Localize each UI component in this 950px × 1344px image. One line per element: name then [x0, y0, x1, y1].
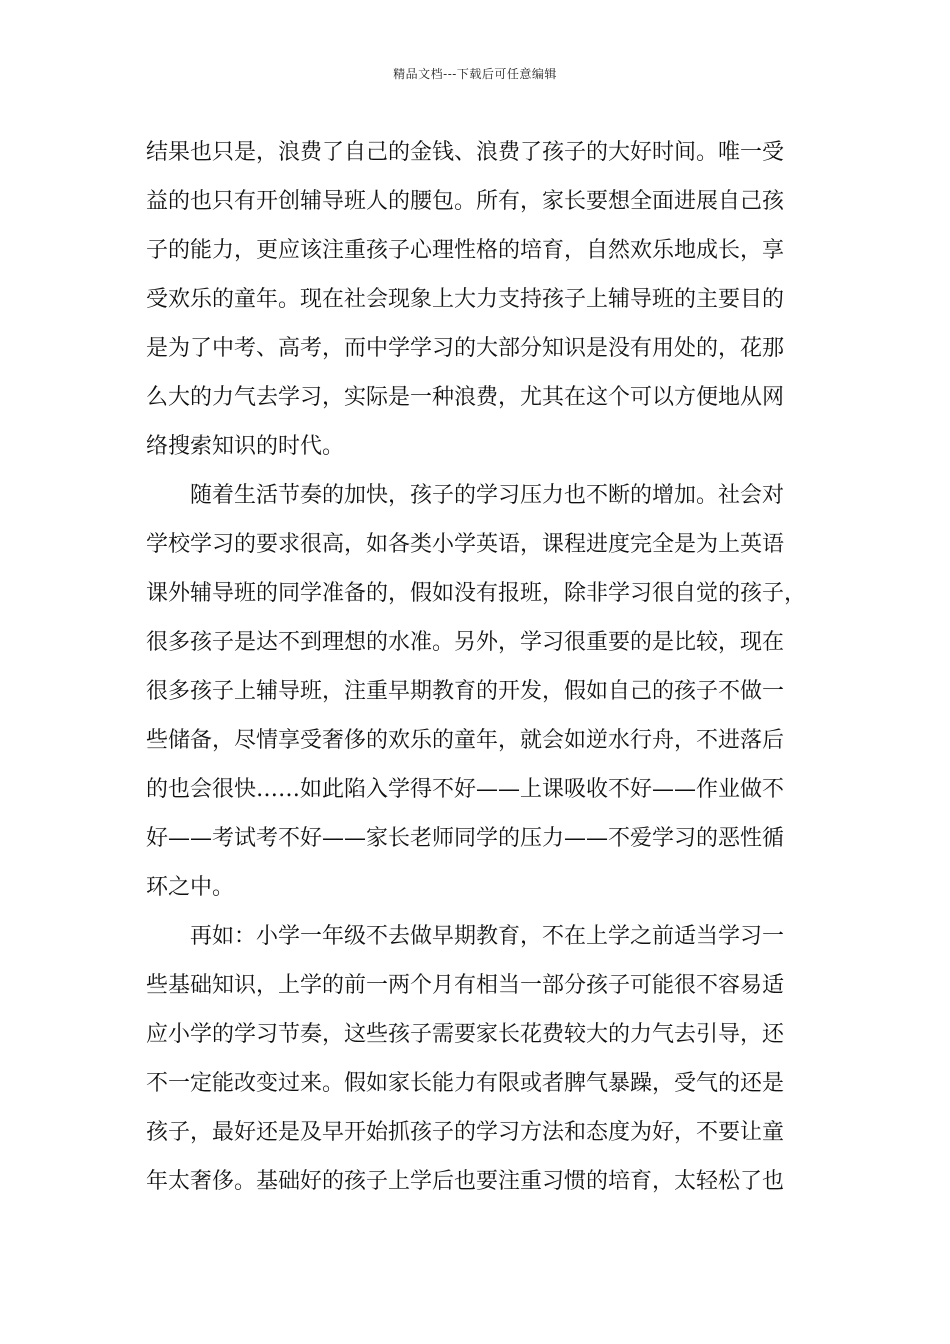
text-line: 很多孩子是达不到理想的水准。另外，学习很重要的是比较，现在	[146, 630, 785, 655]
paragraph-first-line: 再如：小学一年级不去做早期教育，不在上学之前适当学习一	[190, 924, 785, 949]
text-line: 么大的力气去学习，实际是一种浪费，尤其在这个可以方便地从网	[146, 385, 785, 410]
text-line: 受欢乐的童年。现在社会现象上大力支持孩子上辅导班的主要目的	[146, 287, 785, 312]
paragraph-first-line: 随着生活节奏的加快，孩子的学习压力也不断的增加。社会对	[190, 483, 785, 508]
document-body	[146, 128, 818, 1206]
text-line: 环之中。	[146, 875, 235, 900]
text-line: 络搜索知识的时代。	[146, 434, 345, 459]
text-line: 些储备，尽情享受奢侈的欢乐的童年，就会如逆水行舟，不进落后	[146, 728, 785, 753]
text-line: 好——考试考不好——家长老师同学的压力——不爱学习的恶性循	[146, 826, 785, 851]
text-line: 是为了中考、高考，而中学学习的大部分知识是没有用处的，花那	[146, 336, 785, 361]
text-line: 益的也只有开创辅导班人的腰包。所有，家长要想全面进展自己孩	[146, 189, 785, 214]
text-line: 孩子，最好还是及早开始抓孩子的学习方法和态度为好，不要让童	[146, 1120, 785, 1145]
text-line: 结果也只是，浪费了自己的金钱、浪费了孩子的大好时间。唯一受	[146, 140, 785, 165]
page-header: 精品文档---下载后可任意编辑	[393, 67, 557, 81]
text-line: 课外辅导班的同学准备的，假如没有报班，除非学习很自觉的孩子，	[146, 581, 807, 606]
text-line: 些基础知识，上学的前一两个月有相当一部分孩子可能很不容易适	[146, 973, 785, 998]
text-line: 的也会很快……如此陷入学得不好——上课吸收不好——作业做不	[146, 777, 785, 802]
text-line: 不一定能改变过来。假如家长能力有限或者脾气暴躁，受气的还是	[146, 1071, 785, 1096]
text-line: 很多孩子上辅导班，注重早期教育的开发，假如自己的孩子不做一	[146, 679, 785, 704]
text-line: 子的能力，更应该注重孩子心理性格的培育，自然欢乐地成长，享	[146, 238, 785, 263]
text-line: 年太奢侈。基础好的孩子上学后也要注重习惯的培育，太轻松了也	[146, 1169, 785, 1194]
text-line: 应小学的学习节奏，这些孩子需要家长花费较大的力气去引导，还	[146, 1022, 785, 1047]
text-line: 学校学习的要求很高，如各类小学英语，课程进度完全是为上英语	[146, 532, 785, 557]
